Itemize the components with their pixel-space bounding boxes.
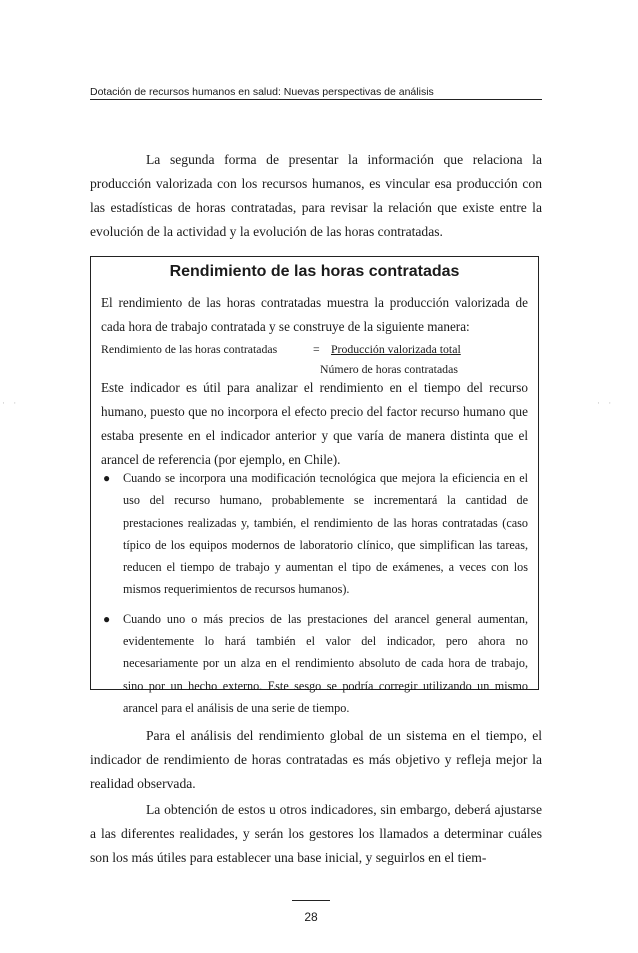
box-paragraph-definition: El rendimiento de las horas contratadas muestra la producción valorizada de cada hora de trabajo contratada y se construye de la siguiente manera: xyxy=(101,295,528,334)
intro-paragraph: La segunda forma de presentar la información que relaciona la producción valorizada con los recursos humanos, es vincular esa producción con las estadísticas de horas contratadas, para revisar la relación que existe entre la evolución de la actividad y la evolución de las horas contratadas. xyxy=(90,152,542,239)
list-item xyxy=(101,467,528,601)
bullet-icon: ● xyxy=(103,611,111,626)
formula-equals: = xyxy=(313,342,320,356)
page-number: 28 xyxy=(304,910,318,924)
running-header: Dotación de recursos humanos en salud: Nuevas perspectivas de análisis xyxy=(90,86,542,100)
formula-numerator: Producción valorizada total xyxy=(331,342,461,356)
bullet-icon: ● xyxy=(103,471,111,485)
box-paragraph-usefulness: Este indicador es útil para analizar el rendimiento en el tiempo del recurso humano, puesto que no incorpora el efecto precio del factor recurso humano que estaba presente en el indicador anterior y que varía de manera distinta que el arancel de referencia (por ejemplo, en Chile). xyxy=(101,380,528,467)
indicator-box xyxy=(90,256,539,715)
bullet-list xyxy=(101,467,528,726)
footer-rule xyxy=(292,900,330,901)
paragraph-indicators: La obtención de estos u otros indicadores, sin embargo, deberá ajustarse a las diferentes realidades, y serán los gestores los llamados a determinar cuáles son los más útiles para establecer una base inicial, y seguirlos en el tiem- xyxy=(90,802,542,865)
box-title: Rendimiento de las horas contratadas xyxy=(169,263,460,280)
formula-denominator: Número de horas contratadas xyxy=(320,362,458,376)
paragraph-global-performance: Para el análisis del rendimiento global de un sistema en el tiempo, el indicador de rendimiento de horas contratadas es más objetivo y refleja mejor la realidad observada. xyxy=(90,728,542,791)
formula-label: Rendimiento de las horas contratadas xyxy=(101,342,278,356)
scan-artifact-left: · · xyxy=(2,398,20,408)
list-item-text: Cuando se incorpora una modificación tecnológica que mejora la eficiencia en el uso del recurso humano, probablemente se incrementará la cantidad de prestaciones realizadas y, también, el rendimiento de las horas contratadas (caso típico de los equipos modernos de laboratorio clínico, que simplifican las tareas, reducen el tiempo de trabajo y aumentan el tipo de exámenes, a veces con los mismos requerimientos de recursos humanos). xyxy=(123,471,528,597)
scan-artifact-right: · · xyxy=(597,398,615,408)
list-item-text: Cuando uno o más precios de las prestaciones del arancel general aumentan, evidentemente lo hará también el valor del indicador, pero ahora no necesariamente por un alza en el rendimiento absoluto de cada hora de trabajo, sino por un hecho externo. Este sesgo se podría corregir utilizando un mismo arancel para el análisis de una serie de tiempo. xyxy=(123,611,528,715)
list-item xyxy=(101,608,528,719)
